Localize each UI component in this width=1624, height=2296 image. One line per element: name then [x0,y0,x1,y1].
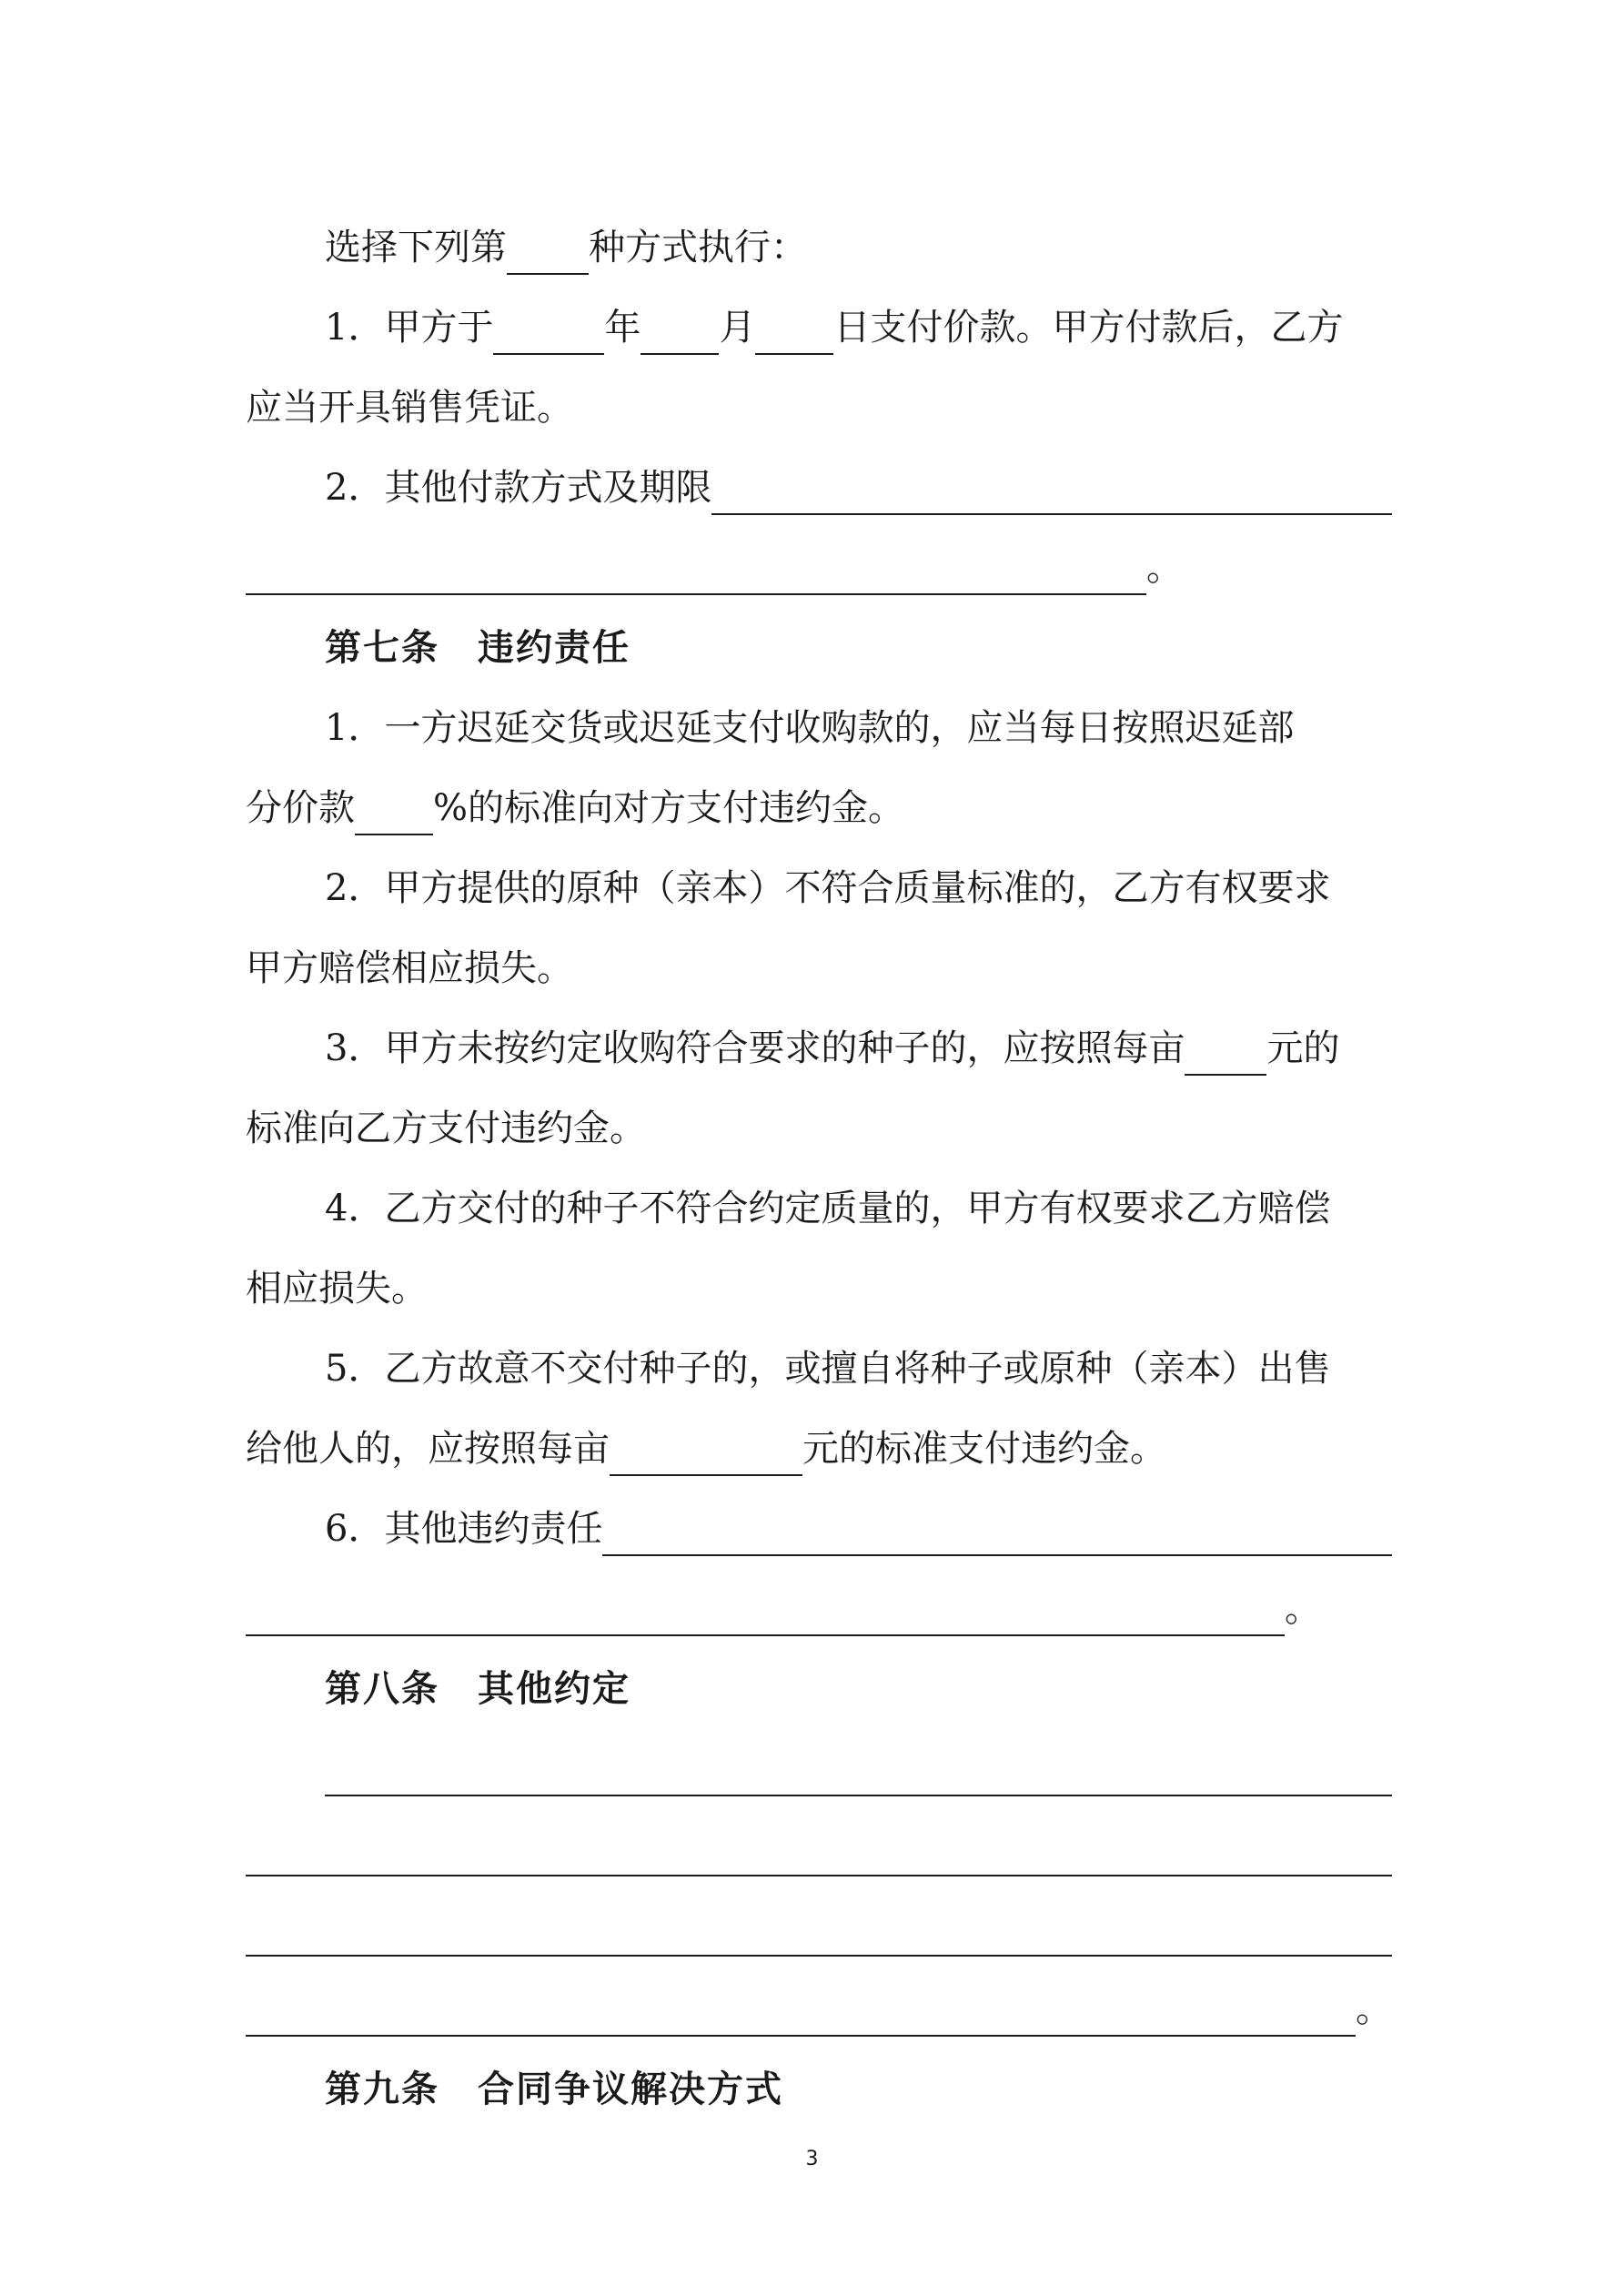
payment-option-1 [325,300,1392,355]
text: 2．甲方提供的原种（亲本）不符合质量标准的，乙方有权要求 [325,867,1331,909]
text: 元的标准支付违约金。 [802,1428,1166,1470]
text-line [246,1101,1392,1156]
blank-field[interactable] [325,1753,1392,1796]
blank-field[interactable] [246,1833,1392,1876]
blank-month[interactable] [641,311,719,355]
blank-field[interactable] [246,551,1146,595]
text: 选择下列第 [325,227,507,268]
blank-field[interactable] [246,1993,1356,2037]
text: 。 [1146,547,1183,589]
blank-field[interactable] [711,471,1392,515]
blank-year[interactable] [493,311,604,355]
text: 应当开具销售凭证。 [246,387,573,429]
text: 。 [1356,1988,1392,2030]
text: 1．甲方于 [325,307,494,349]
text: 年 [604,307,641,349]
text-line [246,941,1392,996]
heading-text: 第八条 其他约定 [325,1668,630,1710]
page-number: 3 [805,2148,819,2170]
text: 种方式执行： [589,227,807,268]
blank-day[interactable] [755,311,833,355]
blank-line [246,1582,1392,1636]
text-line [325,701,1392,755]
payment-option-2 [325,460,1392,515]
text: 给他人的，应按照每亩 [246,1428,610,1470]
article-7-heading [325,621,1392,675]
blank-amount[interactable] [1185,1032,1266,1076]
text: 标准向乙方支付违约金。 [246,1108,646,1149]
text: 相应损失。 [246,1268,428,1310]
blank-field[interactable] [602,1512,1392,1556]
text: 1．一方迟延交货或迟延支付收购款的，应当每日按照迟延部 [325,707,1295,749]
text-line [246,380,1392,435]
text: 5．乙方故意不交付种子的，或擅自将种子或原种（亲本）出售 [325,1348,1331,1390]
blank-amount[interactable] [610,1432,802,1476]
text-line [325,1502,1392,1556]
payment-choice-line [325,220,1392,275]
text: 6．其他违约责任 [325,1508,603,1550]
article-8-heading [325,1662,1392,1716]
blank-line [325,1742,1392,1796]
text: 4．乙方交付的种子不符合约定质量的，甲方有权要求乙方赔偿 [325,1188,1331,1229]
text-line [246,1261,1392,1316]
text: 元的 [1266,1027,1340,1069]
text-line [246,781,1392,835]
blank-field[interactable] [507,231,589,275]
heading-text: 第七条 违约责任 [325,627,630,669]
blank-line [246,541,1392,595]
blank-field[interactable] [246,1593,1285,1636]
text: 月 [719,307,756,349]
text-line [325,1021,1392,1076]
blank-line [246,1822,1392,1876]
text-line [325,1341,1392,1396]
heading-text: 第九条 合同争议解决方式 [325,2068,783,2110]
text: %的标准向对方支付违约金。 [433,787,905,829]
text: 2．其他付款方式及期限 [325,467,712,509]
text: 日支付价款。甲方付款后，乙方 [833,307,1344,349]
text: 分价款 [246,787,355,829]
blank-percent[interactable] [355,792,433,835]
text: 甲方赔偿相应损失。 [246,947,573,989]
blank-field[interactable] [246,1913,1392,1957]
blank-line [246,1902,1392,1957]
article-9-heading [325,2062,1392,2117]
text: 。 [1285,1588,1321,1630]
text: 3．甲方未按约定收购符合要求的种子的，应按照每亩 [325,1027,1185,1069]
text-line [325,861,1392,915]
text-line [325,1181,1392,1236]
blank-line [246,1982,1392,2037]
text-line [246,1421,1392,1476]
